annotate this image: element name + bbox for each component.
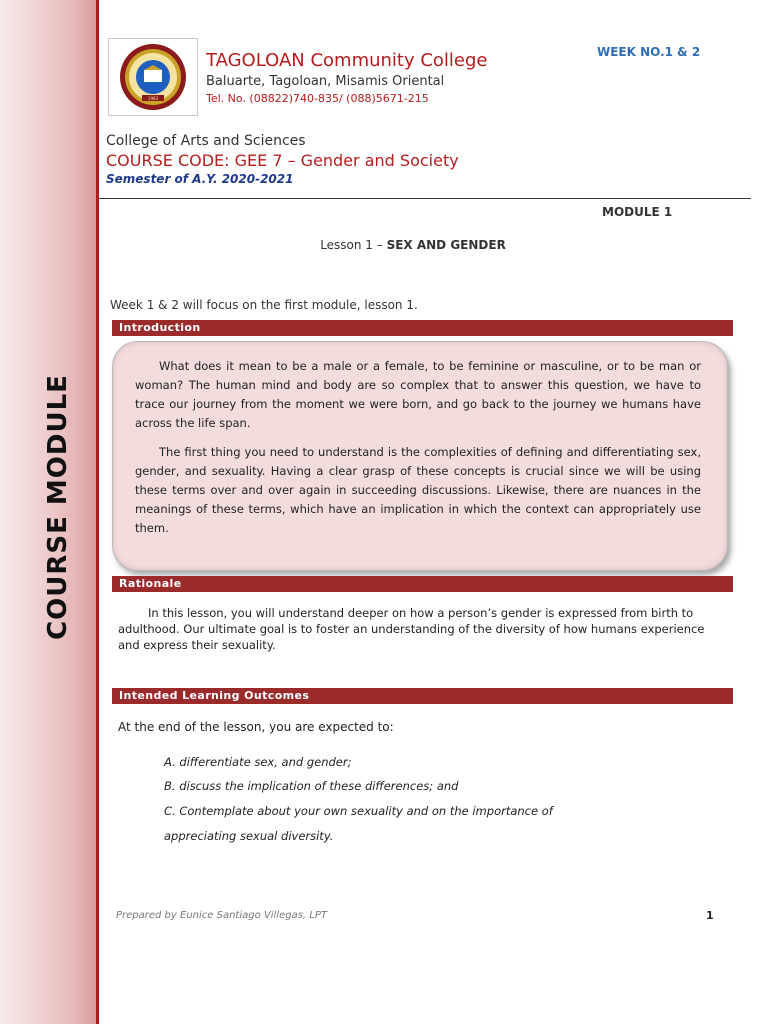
lesson-name: SEX AND GENDER	[386, 238, 506, 252]
semester: Semester of A.Y. 2020-2021	[106, 172, 294, 186]
rationale-header	[112, 576, 733, 592]
page-number: 1	[706, 909, 714, 922]
lesson-title	[0, 238, 768, 252]
rationale-text: In this lesson, you will understand deeper on how a person’s gender is expressed from birth to adulthood. Our ultimate goal is to foster an understanding of the diversity of how humans experience and express their sexuality.	[118, 606, 705, 652]
week-number: WEEK NO.1 & 2	[597, 45, 701, 59]
header-divider	[99, 198, 751, 199]
outcome-item: A. differentiate sex, and gender;	[164, 755, 352, 769]
outcomes-header	[112, 688, 733, 704]
course-code: COURSE CODE: GEE 7 – Gender and Society	[106, 151, 459, 170]
introduction-paragraph: The first thing you need to understand is the complexities of defining and differentiating sex, gender, and sexuality. Having a clear grasp of these concepts is crucial since we will be using these terms over and over again in succeeding discussions. Likewise, there are nuances in the meanings of these terms, which have an implication in which the context can appropriately use them.	[135, 445, 701, 535]
outcome-item: B. discuss the implication of these differences; and	[164, 779, 459, 793]
outcome-item: C. Contemplate about your own sexuality and on the importance of	[164, 804, 553, 818]
college-address: Baluarte, Tagoloan, Misamis Oriental	[206, 74, 445, 89]
college-name: TAGOLOAN Community College	[206, 50, 488, 71]
college-telephone: Tel. No. (08822)740-835/ (088)5671-215	[206, 92, 429, 105]
introduction-title: Introduction	[119, 321, 201, 334]
college-seal-icon	[109, 39, 197, 115]
side-rule	[96, 0, 99, 1024]
svg-text:1983: 1983	[147, 96, 159, 101]
outcomes-lead: At the end of the lesson, you are expected to:	[118, 720, 394, 734]
lesson-prefix: Lesson 1 –	[320, 238, 387, 252]
outcomes-title: Intended Learning Outcomes	[119, 689, 310, 702]
week-focus-text: Week 1 & 2 will focus on the first module, lesson 1.	[110, 298, 418, 312]
course-module-label: COURSE MODULE	[43, 374, 73, 640]
rationale-title: Rationale	[119, 577, 182, 590]
prepared-by: Prepared by Eunice Santiago Villegas, LPT	[116, 910, 327, 921]
introduction-box	[112, 341, 728, 571]
outcome-item: appreciating sexual diversity.	[164, 829, 334, 843]
introduction-paragraph: What does it mean to be a male or a female, to be feminine or masculine, or to be man or woman? The human mind and body are so complex that to answer this question, we have to trace our journey from the moment we were born, and go back to the journey we humans have across the life span.	[135, 359, 701, 430]
college-logo	[108, 38, 198, 116]
introduction-header	[112, 320, 733, 336]
department: College of Arts and Sciences	[106, 133, 306, 149]
module-label: MODULE 1	[602, 205, 673, 219]
